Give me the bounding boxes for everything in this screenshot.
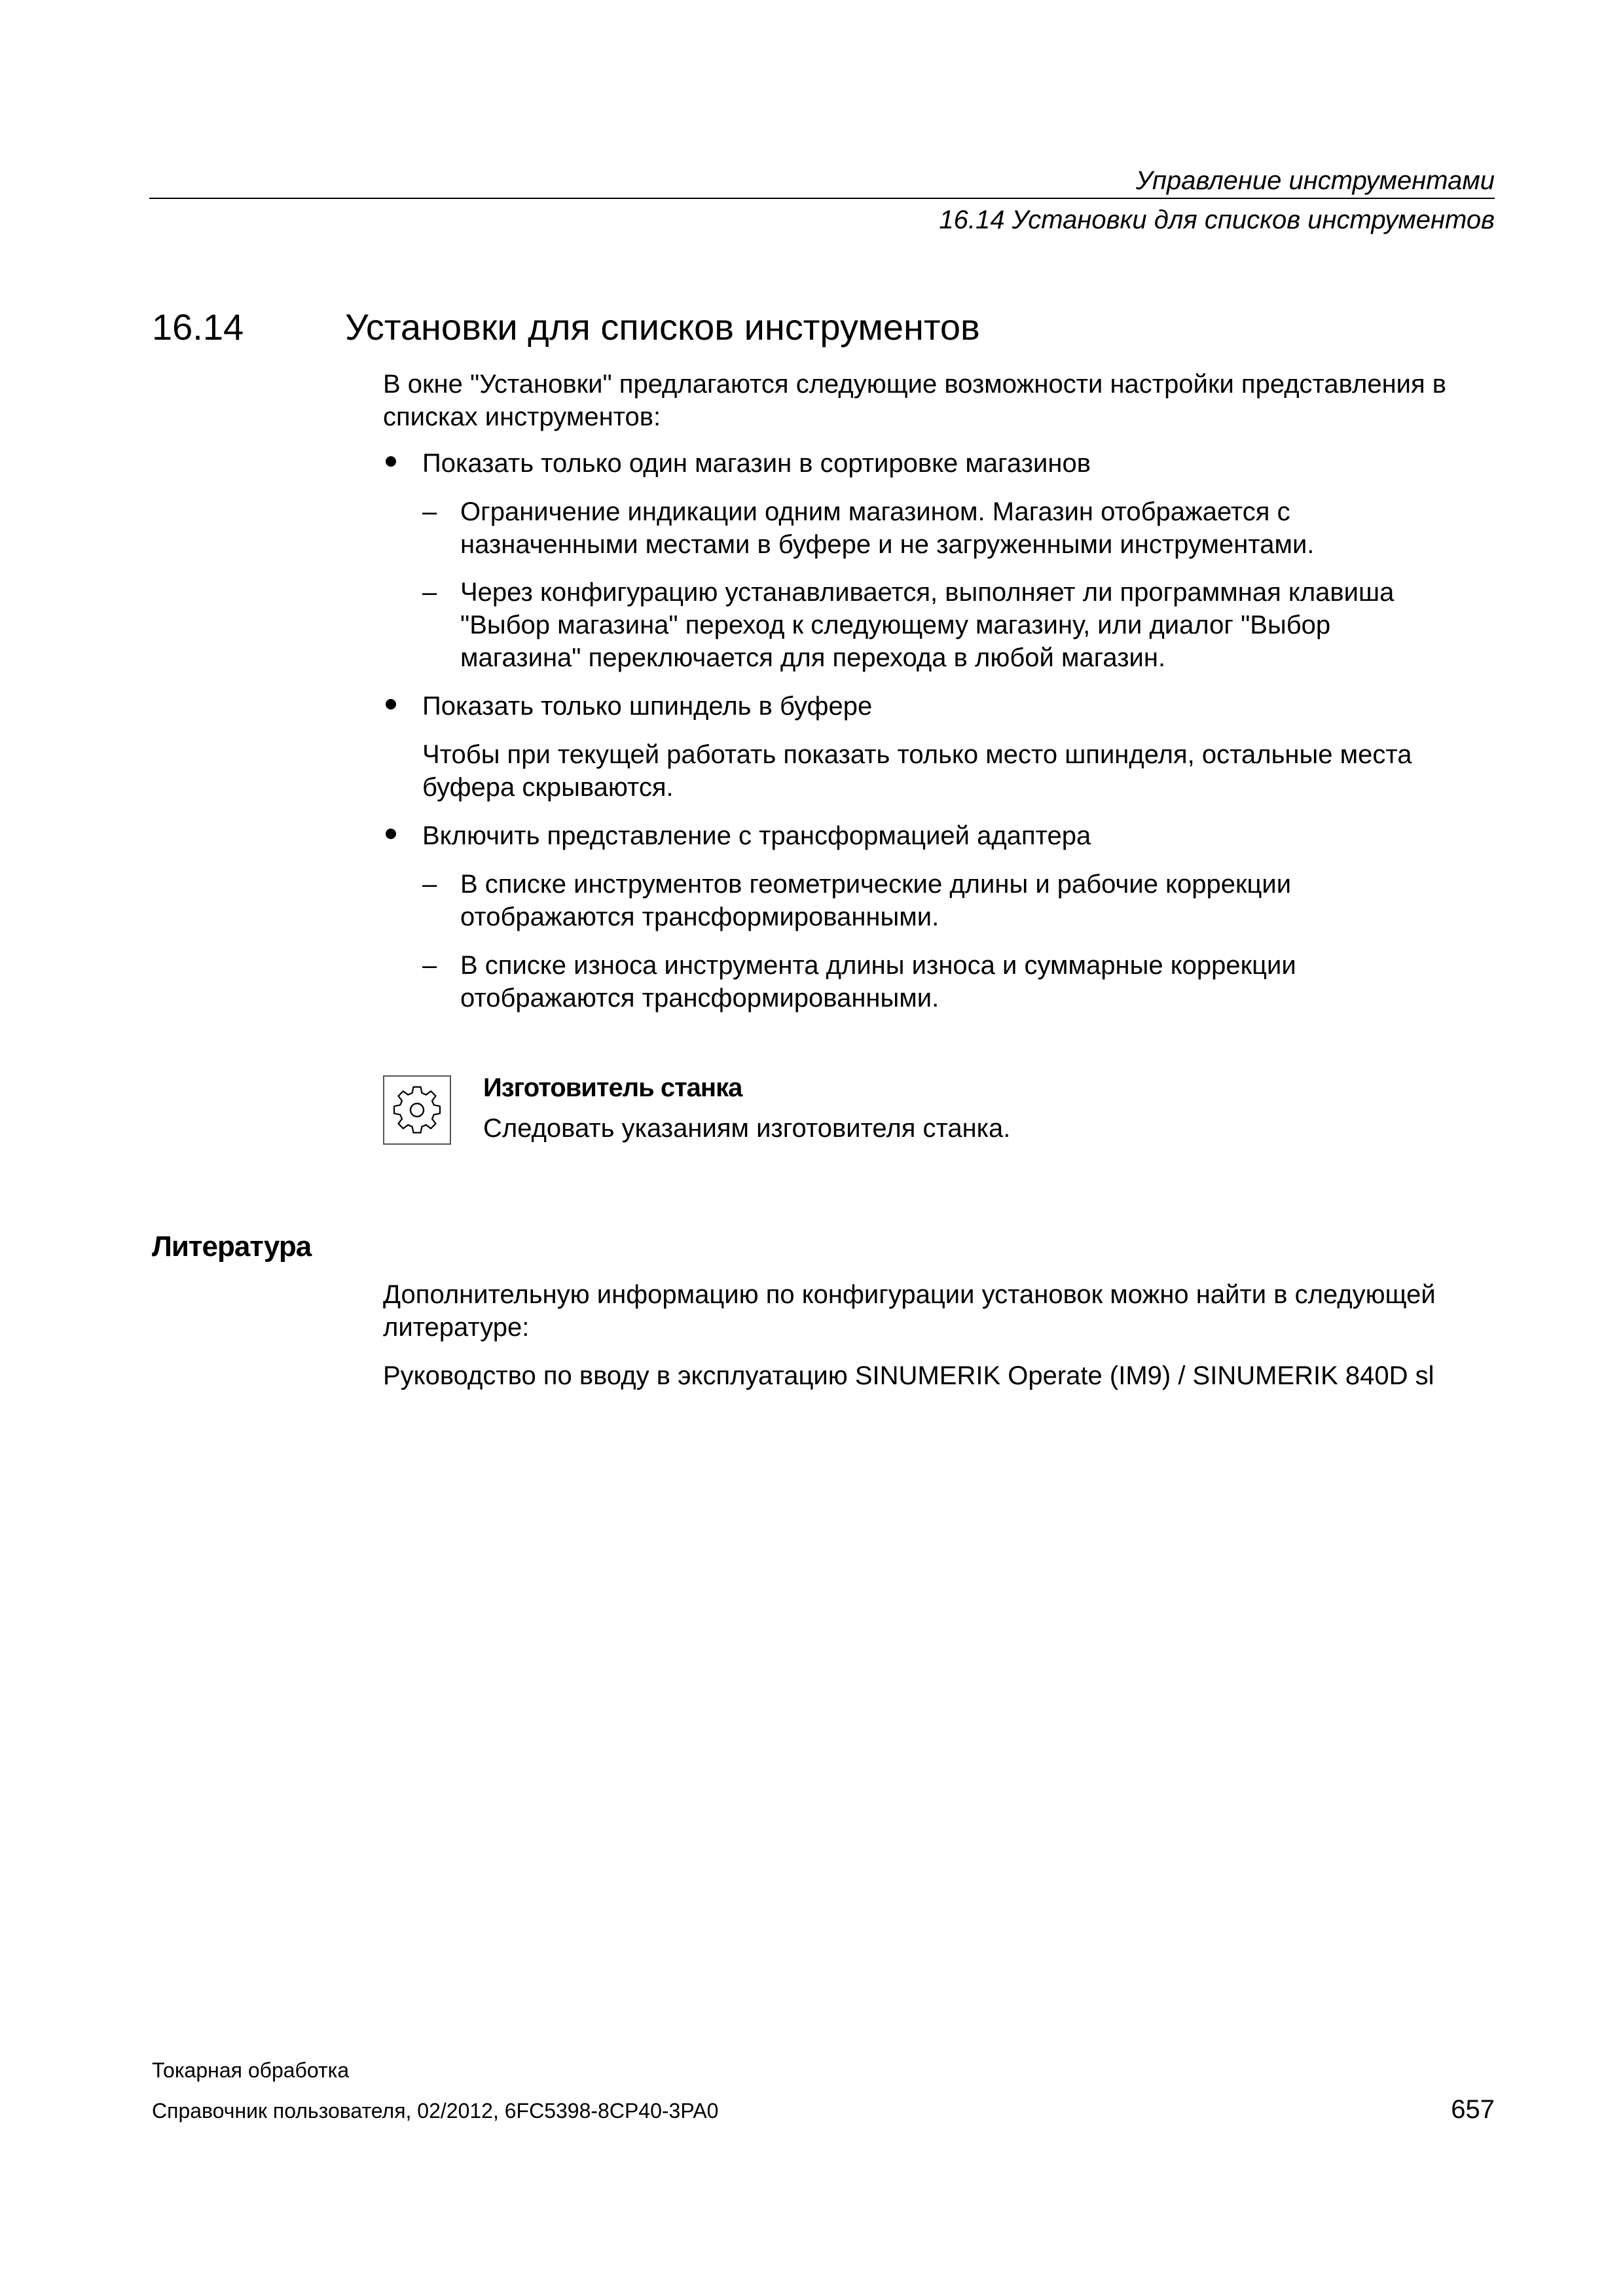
intro-line-1: В окне "Установки" предлагаются следующие возможности настройки представления в: [383, 370, 1447, 399]
bullet-item-2-text-line-1: Чтобы при текущей работать показать только место шпинделя, остальные места: [422, 740, 1412, 769]
dash-item-1-1-line-1: Ограничение индикации одним магазином. Магазин отображается с: [460, 497, 1290, 526]
note-text: Следовать указаниям изготовителя станка.: [483, 1114, 1011, 1143]
bullet-marker: [386, 456, 396, 467]
running-header-section: 16.14 Установки для списков инструментов: [939, 206, 1495, 234]
dash-item-1-2-line-3: магазина" переключается для перехода в любой магазин.: [460, 643, 1166, 672]
section-number: 16.14: [152, 306, 244, 348]
note-title: Изготовитель станка: [483, 1073, 742, 1102]
bullet-item-2-text-line-2: буфера скрываются.: [422, 773, 674, 802]
dash-marker: –: [422, 951, 437, 980]
bullet-item-1: Показать только один магазин в сортировке магазинов: [422, 449, 1091, 478]
dash-item-1-2-line-1: Через конфигурацию устанавливается, выполняет ли программная клавиша: [460, 578, 1395, 607]
running-header-chapter: Управление инструментами: [1135, 166, 1495, 195]
bullet-marker: [386, 699, 396, 709]
page-number: 657: [1451, 2095, 1495, 2124]
gear-icon: [384, 1077, 450, 1143]
dash-item-1-2-line-2: "Выбор магазина" переход к следующему магазину, или диалог "Выбор: [460, 611, 1331, 639]
literature-reference: Руководство по вводу в эксплуатацию SINUMERIK Operate (IM9) / SINUMERIK 840D sl: [383, 1361, 1434, 1390]
dash-item-3-1-line-2: отображаются трансформированными.: [460, 903, 939, 931]
dash-marker: –: [422, 497, 437, 526]
bullet-item-2: Показать только шпиндель в буфере: [422, 692, 873, 721]
dash-item-3-2-line-1: В списке износа инструмента длины износа и суммарные коррекции: [460, 951, 1296, 980]
literature-line-1: Дополнительную информацию по конфигурации установок можно найти в следующей: [383, 1280, 1436, 1309]
dash-marker: –: [422, 870, 437, 899]
literature-line-2: литературе:: [383, 1313, 530, 1342]
intro-line-2: списках инструментов:: [383, 403, 661, 431]
footer-manual-info: Справочник пользователя, 02/2012, 6FC5398-8CP40-3PA0: [152, 2099, 719, 2123]
dash-marker: –: [422, 578, 437, 607]
header-rule: [149, 198, 1495, 199]
dash-item-1-1-line-2: назначенными местами в буфере и не загруженными инструментами.: [460, 530, 1315, 559]
dash-item-3-2-line-2: отображаются трансформированными.: [460, 984, 939, 1013]
footer-product: Токарная обработка: [152, 2058, 350, 2082]
bullet-marker: [386, 829, 396, 839]
section-title: Установки для списков инструментов: [345, 306, 980, 348]
literature-heading: Литература: [152, 1230, 312, 1263]
note-icon-frame: [383, 1075, 451, 1145]
bullet-item-3: Включить представление с трансформацией адаптера: [422, 821, 1091, 850]
dash-item-3-1-line-1: В списке инструментов геометрические длины и рабочие коррекции: [460, 870, 1292, 899]
